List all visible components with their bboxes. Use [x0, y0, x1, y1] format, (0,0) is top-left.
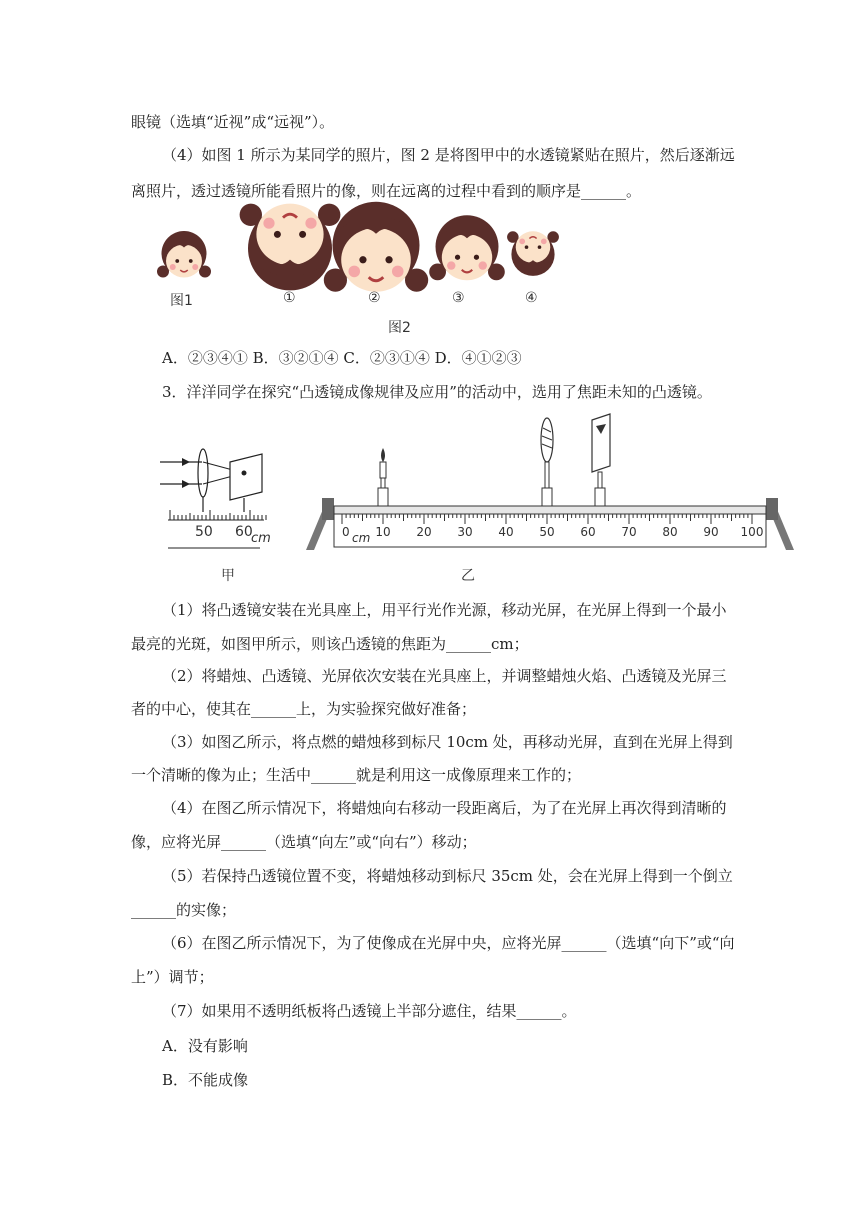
ruler-label: 30 — [457, 525, 473, 539]
fig-jia-label: 甲 — [221, 568, 235, 584]
candle — [378, 448, 388, 506]
fig1-label: 图1 — [170, 293, 193, 309]
q3-line: （1）将凸透镜安装在光具座上，用平行光作光源，移动光屏，在光屏上得到一个最小 — [162, 601, 727, 619]
q3-line: B．不能成像 — [162, 1071, 249, 1089]
q3-line: ______的实像； — [131, 901, 237, 919]
figure-yi — [300, 410, 800, 560]
ruler-label: 100 — [740, 525, 764, 539]
face-small — [157, 231, 211, 278]
fig2-item-2: ② — [368, 290, 381, 306]
q3-line: （6）在图乙所示情况下，为了使像成在光屏中央，应将光屏______（选填“向下”或“向 — [162, 934, 735, 952]
ruler-label: 0 — [342, 525, 350, 539]
question-text: 离照片，透过透镜所能看照片的像，则在远离的过程中看到的顺序是______。 — [131, 182, 642, 200]
fig2-item-1: ① — [283, 290, 296, 306]
q3-line: （4）在图乙所示情况下，将蜡烛向右移动一段距离后，为了在光屏上再次得到清晰的 — [162, 799, 727, 817]
fig-yi-label: 乙 — [461, 568, 475, 584]
question-text: （4）如图 1 所示为某同学的照片，图 2 是将图甲中的水透镜紧贴在照片，然后逐渐远 — [162, 146, 735, 164]
q3-line: 像，应将光屏______（选填“向左”或“向右”）移动； — [131, 833, 477, 851]
face-4 — [507, 231, 559, 276]
jia-tick-60: 60 — [235, 524, 253, 540]
ruler-label: 70 — [621, 525, 637, 539]
q3-line: A．没有影响 — [162, 1037, 248, 1055]
q3-line: （2）将蜡烛、凸透镜、光屏依次安装在光具座上，并调整蜡烛火焰、凸透镜及光屏三 — [162, 667, 727, 685]
figure-faces — [150, 210, 570, 340]
q3-line: 上”）调节； — [131, 968, 214, 986]
face-3 — [429, 215, 505, 280]
q3-line: （3）如图乙所示，将点燃的蜡烛移到标尺 10cm 处，再移动光屏，直到在光屏上得到 — [162, 733, 733, 751]
ruler-label: 10 — [375, 525, 391, 539]
convex-lens — [541, 418, 553, 506]
q3-line: 者的中心，使其在______上，为实验探究做好准备； — [131, 700, 477, 718]
ruler-label: 20 — [416, 525, 432, 539]
ruler-label: 80 — [662, 525, 678, 539]
fig2-label: 图2 — [388, 320, 411, 336]
ruler-label: 90 — [703, 525, 719, 539]
jia-unit: cm — [251, 531, 271, 546]
q3-line: （7）如果用不透明纸板将凸透镜上半部分遮住，结果______。 — [162, 1002, 577, 1020]
q3-line: 最亮的光斑，如图甲所示，则该凸透镜的焦距为______cm； — [131, 635, 529, 653]
ruler-label: 60 — [580, 525, 596, 539]
answer-options: A．②③④① B．③②①④ C．②③①④ D．④①②③ — [162, 349, 522, 367]
jia-tick-50: 50 — [195, 524, 213, 540]
fig2-item-3: ③ — [452, 290, 465, 306]
ruler-label: 50 — [539, 525, 555, 539]
fig2-item-4: ④ — [525, 290, 538, 306]
ruler-unit: cm — [352, 531, 371, 545]
question-3-intro: 3．洋洋同学在探究“凸透镜成像规律及应用”的活动中，选用了焦距未知的凸透镜。 — [162, 383, 712, 401]
ruler-label: 40 — [498, 525, 514, 539]
text-line: 眼镜（选填“近视”成“远视”）。 — [131, 113, 335, 131]
light-screen — [592, 414, 610, 506]
q3-line: 一个清晰的像为止；生活中______就是利用这一成像原理来工作的； — [131, 766, 582, 784]
q3-line: （5）若保持凸透镜位置不变，将蜡烛移动到标尺 35cm 处，会在光屏上得到一个倒立 — [162, 867, 733, 885]
